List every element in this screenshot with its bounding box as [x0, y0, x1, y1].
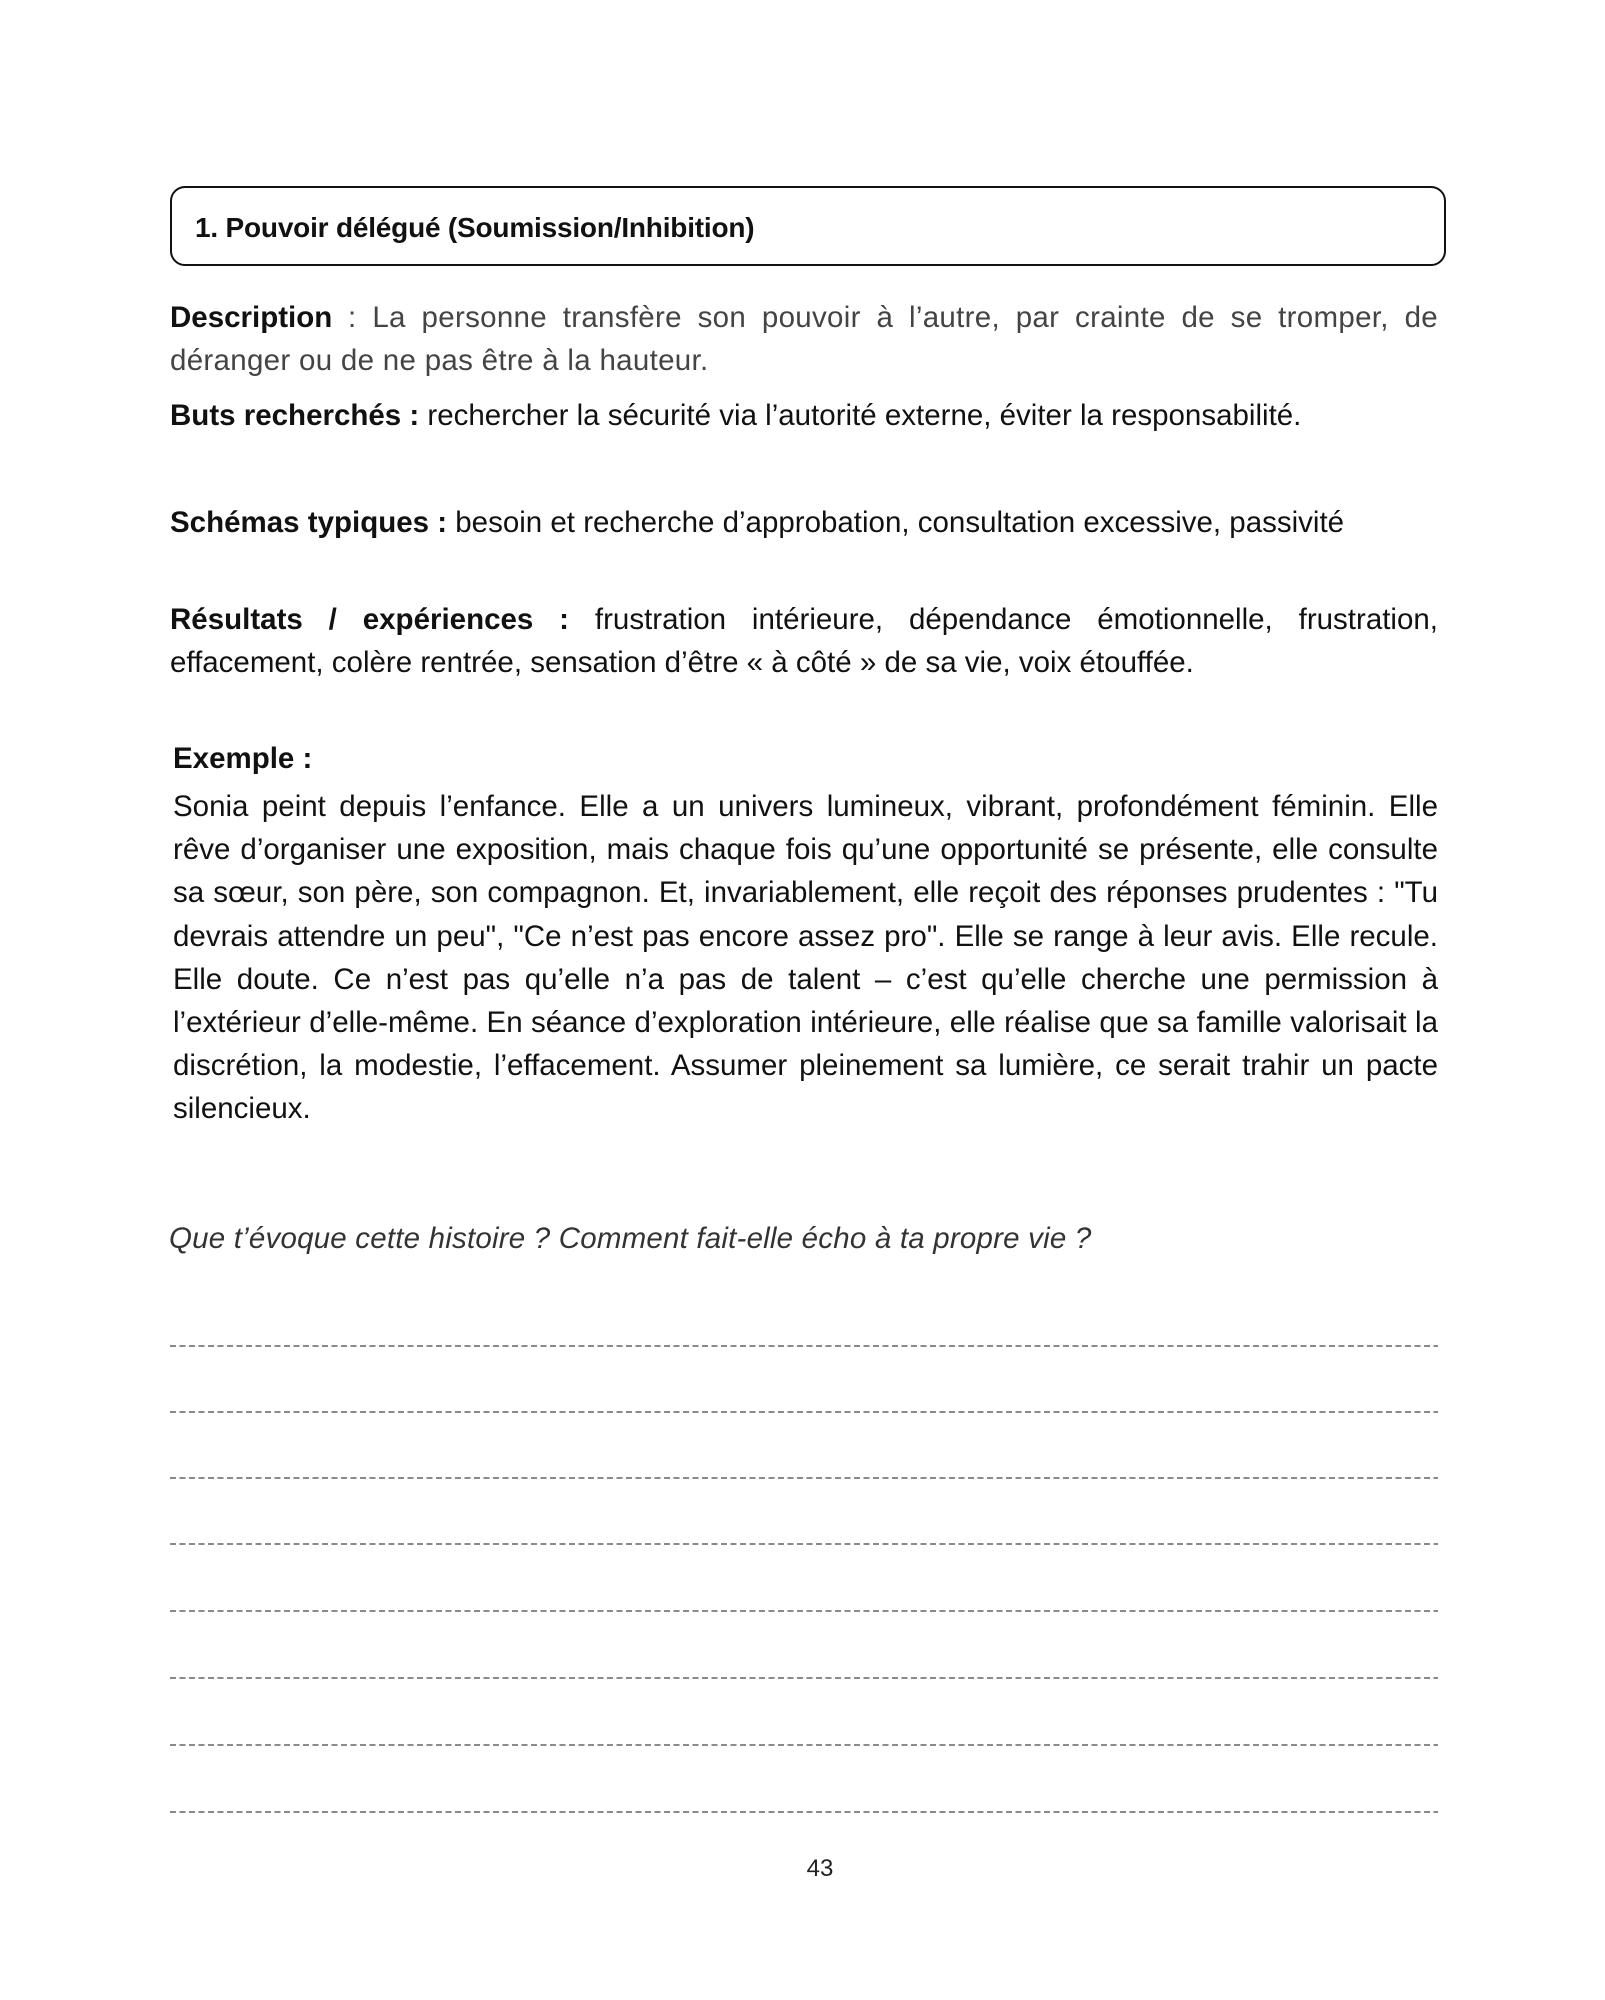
- patterns-text: besoin et recherche d’approbation, consultation excessive, passivité: [447, 506, 1345, 539]
- writing-line[interactable]: [170, 1610, 1438, 1612]
- goals-label: Buts recherchés :: [170, 399, 420, 432]
- page-number: 43: [806, 1855, 834, 1882]
- writing-line[interactable]: [170, 1677, 1438, 1679]
- section-title-box: [170, 186, 1446, 266]
- description-text: La personne transfère son pouvoir à l’autre, par crainte de se tromper, de déranger ou de ne pas être à la hauteur.: [170, 301, 1438, 377]
- patterns-paragraph: [170, 501, 1438, 544]
- writing-line[interactable]: [170, 1811, 1438, 1813]
- description-paragraph: [170, 296, 1438, 382]
- description-label: Description: [170, 301, 333, 334]
- writing-line[interactable]: [170, 1744, 1438, 1746]
- goals-text: rechercher la sécurité via l’autorité externe, éviter la responsabilité.: [419, 399, 1302, 432]
- writing-line[interactable]: [170, 1411, 1438, 1413]
- section-title: 1. Pouvoir délégué (Soumission/Inhibition): [195, 212, 755, 243]
- results-paragraph: [170, 598, 1438, 684]
- results-label: Résultats / expériences :: [170, 603, 570, 636]
- goals-paragraph: [170, 394, 1438, 437]
- reflection-question: Que t’évoque cette histoire ? Comment fait-elle écho à ta propre vie ?: [169, 1222, 1092, 1255]
- example-body: Sonia peint depuis l’enfance. Elle a un univers lumineux, vibrant, profondément féminin. Elle rêve d’organiser une exposition, mais chaque fois qu’une opportunité se présente, elle consulte sa sœur, son père, son compagnon. Et, invariablement, elle reçoit des réponses prudentes : "Tu devrais attendre un peu", "Ce n’est pas encore assez pro". Elle se range à leur avis. Elle recule. Elle doute. Ce n’est pas qu’elle n’a pas de talent – c’est qu’elle cherche une permission à l’extérieur d’elle-même. En séance d’exploration intérieure, elle réalise que sa famille valorisait la discrétion, la modestie, l’effacement. Assumer pleinement sa lumière, ce serait trahir un pacte silencieux.: [173, 790, 1438, 1126]
- writing-line[interactable]: [170, 1477, 1438, 1479]
- results-text: frustration intérieure, dépendance émotionnelle, frustration, effacement, colère rentrée, sensation d’être « à côté » de sa vie, voix étouffée.: [170, 603, 1438, 679]
- example-title: Exemple :: [173, 742, 313, 775]
- patterns-label: Schémas typiques :: [170, 506, 448, 539]
- description-separator: :: [332, 301, 373, 334]
- writing-line[interactable]: [170, 1543, 1438, 1545]
- writing-line[interactable]: [170, 1345, 1438, 1347]
